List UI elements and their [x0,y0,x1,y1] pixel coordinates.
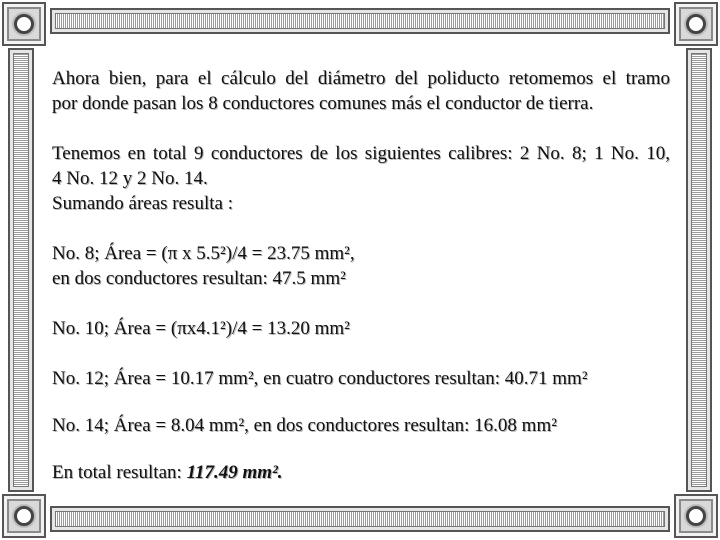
right-border [686,48,712,492]
corner-bottom-right [674,494,718,538]
intro-line-1: Ahora bien, para el cálculo del diámetro del poliducto retomemos el tramo [52,68,670,89]
corner-bottom-left [2,494,46,538]
no8-line-2: en dos conductores resultan: 47.5 mm² [52,268,346,289]
ring-icon [14,14,34,34]
intro-line-2: por donde pasan los 8 conductores comunes más el conductor de tierra. [52,93,594,114]
no14-line: No. 14; Área = 8.04 mm², en dos conductores resultan: 16.08 mm² [52,415,557,436]
ring-icon [686,14,706,34]
no12-line: No. 12; Área = 10.17 mm², en cuatro conductores resultan: 40.71 mm² [52,368,588,389]
corner-top-right [674,2,718,46]
corner-top-left [2,2,46,46]
sum-line: Sumando áreas resulta : [52,193,233,214]
total-line-2: 4 No. 12 y 2 No. 14. [52,168,208,189]
slide-body [52,66,670,485]
bottom-border [50,506,670,532]
result-value: 117.49 mm². [186,462,283,483]
ring-icon [14,506,34,526]
no8-line-1: No. 8; Área = (π x 5.5²)/4 = 23.75 mm², [52,243,355,264]
left-border [8,48,34,492]
ring-icon [686,506,706,526]
total-line-1: Tenemos en total 9 conductores de los siguientes calibres: 2 No. 8; 1 No. 10, [52,143,670,164]
result-label: En total resultan: [52,462,187,483]
result-line [52,460,670,485]
top-border [50,8,670,34]
no10-line: No. 10; Área = (πx4.1²)/4 = 13.20 mm² [52,318,350,339]
